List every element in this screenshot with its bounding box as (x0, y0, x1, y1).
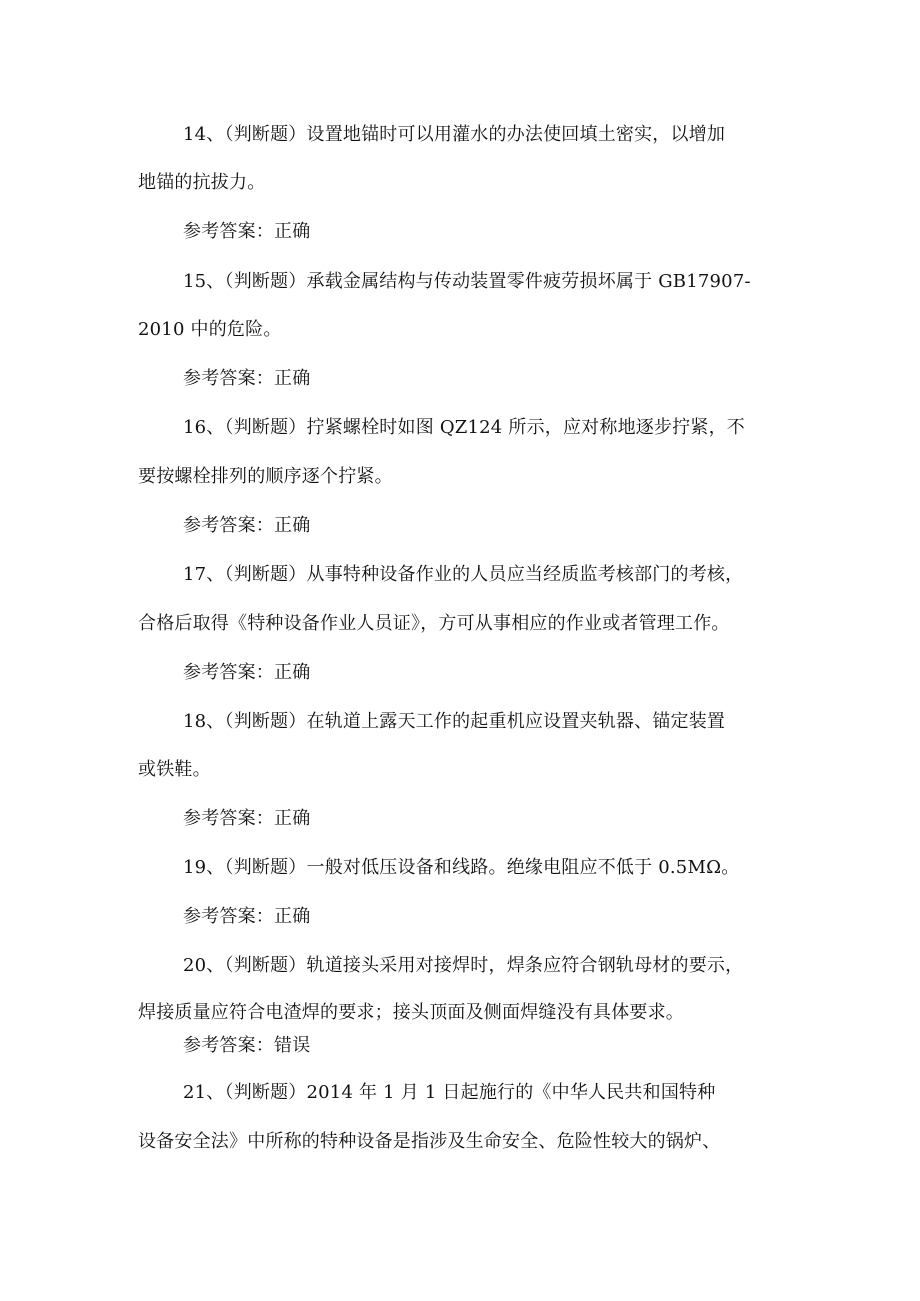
question-20-line-1: 20、（判断题）轨道接头采用对接焊时，焊条应符合钢轨母材的要示， (183, 955, 744, 976)
question-21-line-1: 21、（判断题）2014 年 1 月 1 日起施行的《中华人民共和国特种 (183, 1082, 716, 1103)
question-18-answer: 参考答案：正确 (183, 808, 311, 829)
question-16-line-2: 要按螺栓排列的顺序逐个拧紧。 (138, 466, 393, 487)
question-15-line-2: 2010 中的危险。 (138, 319, 282, 340)
question-20-answer: 参考答案：错误 (183, 1035, 311, 1056)
question-19-line-1: 19、（判断题）一般对低压设备和线路。绝缘电阻应不低于 0.5MΩ。 (183, 857, 740, 878)
question-15-line-1: 15、（判断题）承载金属结构与传动装置零件疲劳损坏属于 GB17907- (183, 271, 751, 292)
question-17-answer: 参考答案：正确 (183, 662, 311, 683)
question-15-answer: 参考答案：正确 (183, 368, 311, 389)
question-21-line-2: 设备安全法》中所称的特种设备是指涉及生命安全、危险性较大的锅炉、 (138, 1131, 721, 1152)
question-16-line-1: 16、（判断题）拧紧螺栓时如图 QZ124 所示，应对称地逐步拧紧，不 (183, 417, 745, 438)
question-17-line-1: 17、（判断题）从事特种设备作业的人员应当经质监考核部门的考核， (183, 564, 744, 585)
question-17-line-2: 合格后取得《特种设备作业人员证》，方可从事相应的作业或者管理工作。 (138, 613, 730, 634)
question-19-answer: 参考答案：正确 (183, 906, 311, 927)
question-18-line-2: 或铁鞋。 (138, 759, 211, 780)
question-14-answer: 参考答案：正确 (183, 221, 311, 242)
question-18-line-1: 18、（判断题）在轨道上露天工作的起重机应设置夹轨器、锚定装置 (183, 711, 726, 732)
question-14-line-1: 14、（判断题）设置地锚时可以用灌水的办法使回填土密实，以增加 (183, 124, 726, 145)
question-20-line-2: 焊接质量应符合电渣焊的要求；接头顶面及侧面焊缝没有具体要求。 (138, 1002, 684, 1023)
question-16-answer: 参考答案：正确 (183, 515, 311, 536)
question-14-line-2: 地锚的抗拔力。 (138, 172, 266, 193)
